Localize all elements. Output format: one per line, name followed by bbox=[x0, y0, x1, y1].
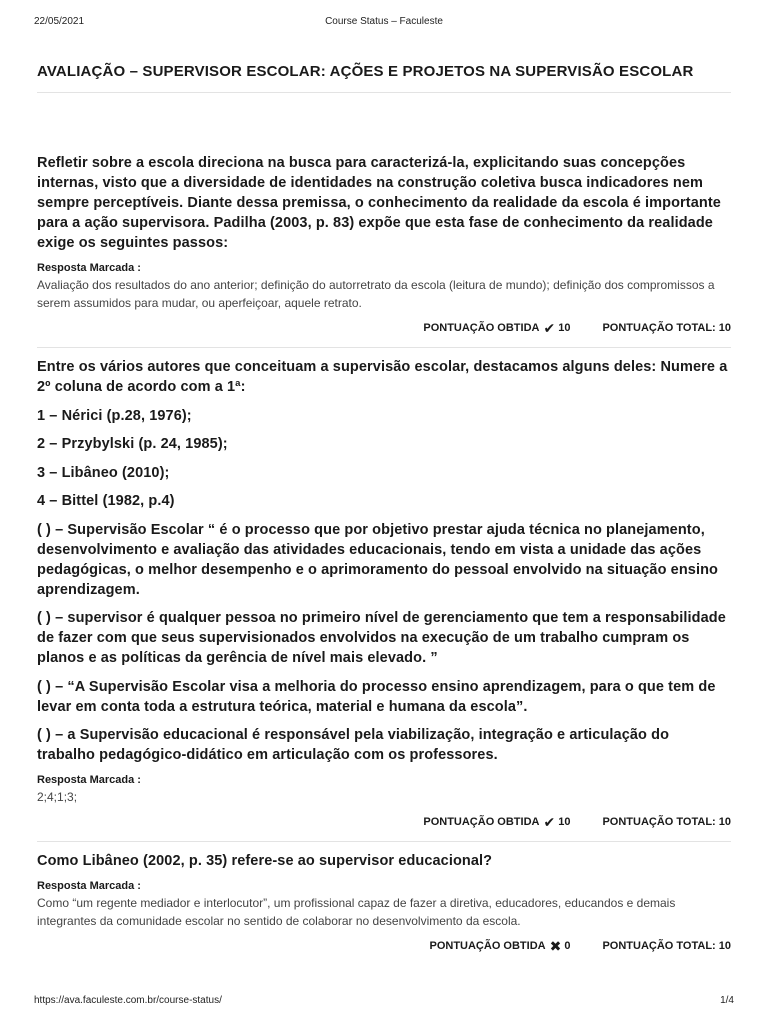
page-number: 1/4 bbox=[720, 995, 734, 1006]
score-obtained-value: 0 bbox=[564, 940, 571, 952]
question-1 bbox=[37, 93, 731, 347]
marked-answer: 2;4;1;3; bbox=[37, 790, 78, 804]
score-obtained bbox=[423, 815, 570, 829]
question-text bbox=[37, 153, 731, 253]
score-obtained-label: PONTUAÇÃO OBTIDA bbox=[429, 940, 546, 952]
check-icon: ✔ bbox=[543, 814, 556, 830]
print-footer bbox=[34, 995, 734, 1009]
author-item: 3 – Libâneo (2010); bbox=[37, 464, 170, 481]
print-page-title: Course Status – Faculeste bbox=[325, 16, 443, 27]
score-row bbox=[37, 815, 731, 829]
author-item: 2 – Przybylski (p. 24, 1985); bbox=[37, 436, 228, 452]
score-obtained bbox=[423, 321, 570, 335]
print-header bbox=[34, 16, 734, 30]
author-item: 4 – Bittel (1982, p.4) bbox=[37, 493, 175, 509]
definition-item: ( ) – “A Supervisão Escolar visa a melhoria do processo ensino aprendizagem, para o que tem de levar em conta toda a estrutura teórica, material e humana da escola”. bbox=[37, 678, 716, 715]
score-total: PONTUAÇÃO TOTAL: 10 bbox=[602, 940, 731, 952]
page-title: AVALIAÇÃO – SUPERVISOR ESCOLAR: AÇÕES E PROJETOS NA SUPERVISÃO ESCOLAR bbox=[37, 63, 694, 80]
print-date: 22/05/2021 bbox=[34, 16, 85, 27]
score-row bbox=[37, 939, 731, 953]
score-total: PONTUAÇÃO TOTAL: 10 bbox=[602, 322, 731, 334]
answer-label: Resposta Marcada : bbox=[37, 774, 141, 786]
score-total: PONTUAÇÃO TOTAL: 10 bbox=[602, 816, 731, 828]
definition-item: ( ) – a Supervisão educacional é responsável pela viabilização, integração e articulação do trabalho pedagógico-didático em articulação com os professores. bbox=[37, 727, 670, 763]
score-obtained bbox=[429, 939, 570, 953]
score-obtained-value: 10 bbox=[558, 816, 571, 828]
question-text bbox=[37, 851, 731, 871]
question-2 bbox=[37, 348, 731, 841]
check-icon: ✔ bbox=[543, 320, 556, 336]
cross-icon: ✖ bbox=[549, 938, 562, 954]
answer-label: Resposta Marcada : bbox=[37, 262, 141, 274]
definition-item: ( ) – Supervisão Escolar “ é o processo que por objetivo prestar ajuda técnica no planejamento, desenvolvimento e avaliação das atividades educacionais, tendo em vista a unidade das ações pedagógicas, o melhor desempenho e o aprimoramento do pessoal envolvido na situação ensino aprendizagem. bbox=[37, 521, 718, 598]
score-obtained-value: 10 bbox=[558, 322, 571, 334]
page-url: https://ava.faculeste.com.br/course-status/ bbox=[34, 995, 222, 1006]
answer-label: Resposta Marcada : bbox=[37, 880, 141, 892]
marked-answer: Avaliação dos resultados do ano anterior; definição do autorretrato da escola (leitura de mundo); definição dos compromissos a serem assumidos para mudar, ou aperfeiçoar, aquele retrato. bbox=[37, 278, 715, 310]
question-text bbox=[37, 357, 731, 765]
score-row bbox=[37, 321, 731, 335]
marked-answer: Como “um regente mediador e interlocutor”, um profissional capaz de fazer a diretiva, educadores, educandos e demais integrantes da comunidade escolar no sentido de colaborar no desenvolvimento da escola. bbox=[37, 896, 676, 928]
author-item: 1 – Nérici (p.28, 1976); bbox=[37, 407, 192, 424]
course-status-content bbox=[37, 63, 731, 965]
definition-item: ( ) – supervisor é qualquer pessoa no primeiro nível de gerenciamento que tem a responsabilidade de fazer com que seus supervisionados envolvidos na execução de um trabalho cumpram os planos e as políticas da gerência de nível mais elevado. ” bbox=[37, 610, 726, 666]
question-paragraph: Entre os vários autores que conceituam a supervisão escolar, destacamos alguns deles: Numere a 2º coluna de acordo com a 1ª: bbox=[37, 359, 728, 395]
question-3 bbox=[37, 842, 731, 965]
score-obtained-label: PONTUAÇÃO OBTIDA bbox=[423, 816, 540, 828]
score-obtained-label: PONTUAÇÃO OBTIDA bbox=[423, 322, 540, 334]
question-paragraph: Refletir sobre a escola direciona na busca para caracterizá-la, explicitando suas concepções internas, visto que a diversidade de identidades na construção coletiva busca indicadores nem sempre perceptíveis. Diante dessa premissa, o conhecimento da realidade da escola é importante para a ação supervisora. Padilha (2003, p. 83) expõe que esta fase de conhecimento da realidade exige os seguintes passos: bbox=[37, 155, 721, 251]
question-paragraph: Como Libâneo (2002, p. 35) refere-se ao supervisor educacional? bbox=[37, 853, 493, 869]
